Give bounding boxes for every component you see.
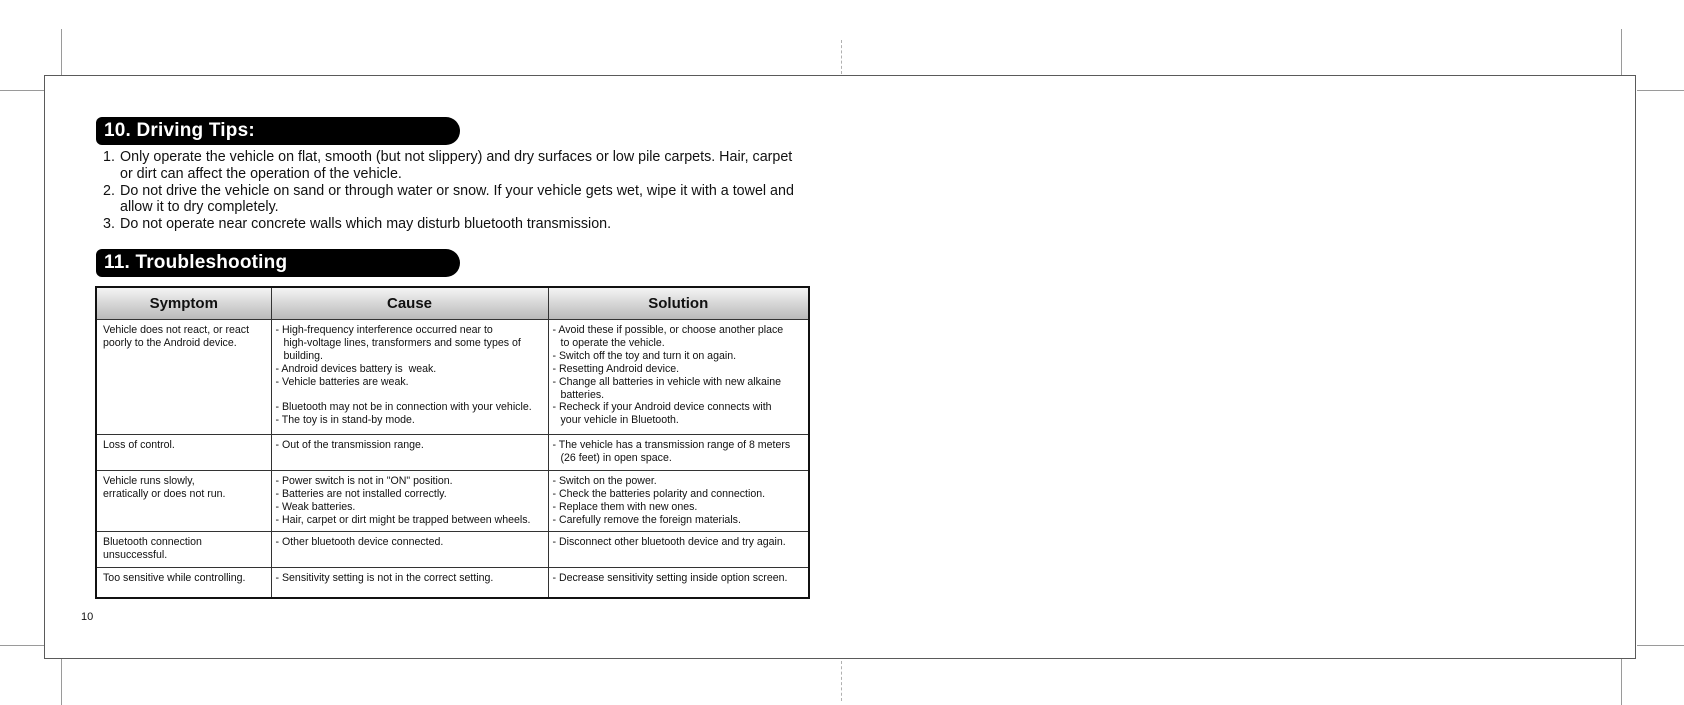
solution-cell <box>548 435 809 471</box>
cause-line: - Power switch is not in "ON" position. <box>275 475 453 487</box>
table-row <box>96 471 809 532</box>
symptom-line: Bluetooth connection <box>103 536 202 548</box>
tip-text: Only operate the vehicle on flat, smooth (but not slippery) and dry surfaces or low pile carpets. Hair, carpet or dirt can affect the operation of the vehicle. <box>120 149 793 182</box>
cause-line: - Hair, carpet or dirt might be trapped between wheels. <box>275 513 531 526</box>
troubleshooting-table <box>95 286 810 599</box>
driving-tip-item <box>103 183 803 217</box>
tip-number: 1. <box>103 149 115 165</box>
fold-mark-top <box>841 40 842 74</box>
cause-cell <box>271 471 548 532</box>
cause-cell <box>271 532 548 568</box>
symptom-line: erratically or does not run. <box>103 487 226 500</box>
symptom-cell <box>96 320 271 435</box>
solution-line: - Carefully remove the foreign materials. <box>552 513 741 526</box>
cause-line: - Batteries are not installed correctly. <box>275 487 447 500</box>
table-row <box>96 532 809 568</box>
solution-cell <box>548 320 809 435</box>
cause-line: - Sensitivity setting is not in the correct setting. <box>275 572 494 584</box>
cause-line: - Other bluetooth device connected. <box>275 536 444 548</box>
solution-line: your vehicle in Bluetooth. <box>560 414 679 427</box>
cause-line <box>276 389 543 402</box>
page-number: 10 <box>81 611 94 623</box>
column-header-solution: Solution <box>548 287 809 320</box>
symptom-cell <box>96 435 271 471</box>
cause-line: - High-frequency interference occurred near to <box>275 324 493 336</box>
cause-line: - The toy is in stand-by mode. <box>275 414 415 427</box>
cause-line: - Bluetooth may not be in connection with your vehicle. <box>275 401 532 414</box>
solution-line: - Replace them with new ones. <box>552 500 698 513</box>
table-row <box>96 435 809 471</box>
cause-line: - Weak batteries. <box>275 500 356 513</box>
symptom-line: Loss of control. <box>103 439 175 451</box>
tip-text: Do not drive the vehicle on sand or through water or snow. If your vehicle gets wet, wipe it with a towel and allow it to dry completely. <box>120 182 794 216</box>
symptom-line: Too sensitive while controlling. <box>103 572 246 584</box>
solution-cell <box>548 568 809 598</box>
crop-mark-bottom-right-horizontal <box>1637 645 1684 646</box>
tip-number: 3. <box>103 216 115 233</box>
solution-cell <box>548 532 809 568</box>
driving-tip-item <box>103 149 803 183</box>
cause-line: - Vehicle batteries are weak. <box>275 375 409 388</box>
table-row <box>96 320 809 435</box>
solution-line: - Change all batteries in vehicle with new alkaine <box>552 375 781 388</box>
driving-tips-heading: 10. Driving Tips: <box>96 117 460 145</box>
solution-line: - Switch off the toy and turn it on again. <box>552 349 737 362</box>
solution-line: (26 feet) in open space. <box>560 451 672 464</box>
solution-line: batteries. <box>560 388 605 401</box>
symptom-cell <box>96 532 271 568</box>
crop-mark-bottom-left-horizontal <box>0 645 44 646</box>
solution-line: - Recheck if your Android device connects with <box>552 401 772 414</box>
tip-text: Do not operate near concrete walls which may disturb bluetooth transmission. <box>120 216 612 233</box>
table-row <box>96 568 809 598</box>
symptom-line: unsuccessful. <box>103 548 168 561</box>
tip-number: 2. <box>103 182 115 199</box>
column-header-symptom: Symptom <box>96 287 271 320</box>
crop-mark-top-right-horizontal <box>1637 90 1684 91</box>
solution-line: - Disconnect other bluetooth device and try again. <box>552 536 786 548</box>
symptom-cell <box>96 471 271 532</box>
cause-cell <box>271 568 548 598</box>
symptom-cell <box>96 568 271 598</box>
solution-line: - Check the batteries polarity and connection. <box>552 487 766 500</box>
crop-mark-bottom-left-vertical <box>61 659 62 705</box>
cause-cell <box>271 320 548 435</box>
cause-line: - Out of the transmission range. <box>275 439 424 451</box>
solution-line: - The vehicle has a transmission range of 8 meters <box>552 439 791 451</box>
fold-mark-bottom <box>841 661 842 701</box>
crop-mark-top-left-vertical <box>61 29 62 75</box>
cause-line: high-voltage lines, transformers and some types of <box>283 336 521 349</box>
cause-line: - Android devices battery is weak. <box>275 362 437 375</box>
symptom-line: Vehicle does not react, or react <box>103 324 250 336</box>
solution-line: - Resetting Android device. <box>552 362 680 375</box>
cause-cell <box>271 435 548 471</box>
solution-line: to operate the vehicle. <box>560 336 665 349</box>
cause-line: building. <box>283 349 323 362</box>
crop-mark-top-right-vertical <box>1621 29 1622 75</box>
solution-line: - Decrease sensitivity setting inside option screen. <box>552 572 788 584</box>
driving-tip-item <box>103 216 803 233</box>
symptom-line: poorly to the Android device. <box>103 336 237 349</box>
troubleshooting-heading: 11. Troubleshooting <box>96 249 460 277</box>
solution-cell <box>548 471 809 532</box>
symptom-line: Vehicle runs slowly, <box>103 475 195 487</box>
table-header-row <box>96 287 809 320</box>
crop-mark-bottom-right-vertical <box>1621 659 1622 705</box>
solution-line: - Switch on the power. <box>552 475 657 487</box>
solution-line: - Avoid these if possible, or choose another place <box>552 324 784 336</box>
column-header-cause: Cause <box>271 287 548 320</box>
crop-mark-top-left-horizontal <box>0 90 44 91</box>
driving-tips-list <box>103 149 803 233</box>
